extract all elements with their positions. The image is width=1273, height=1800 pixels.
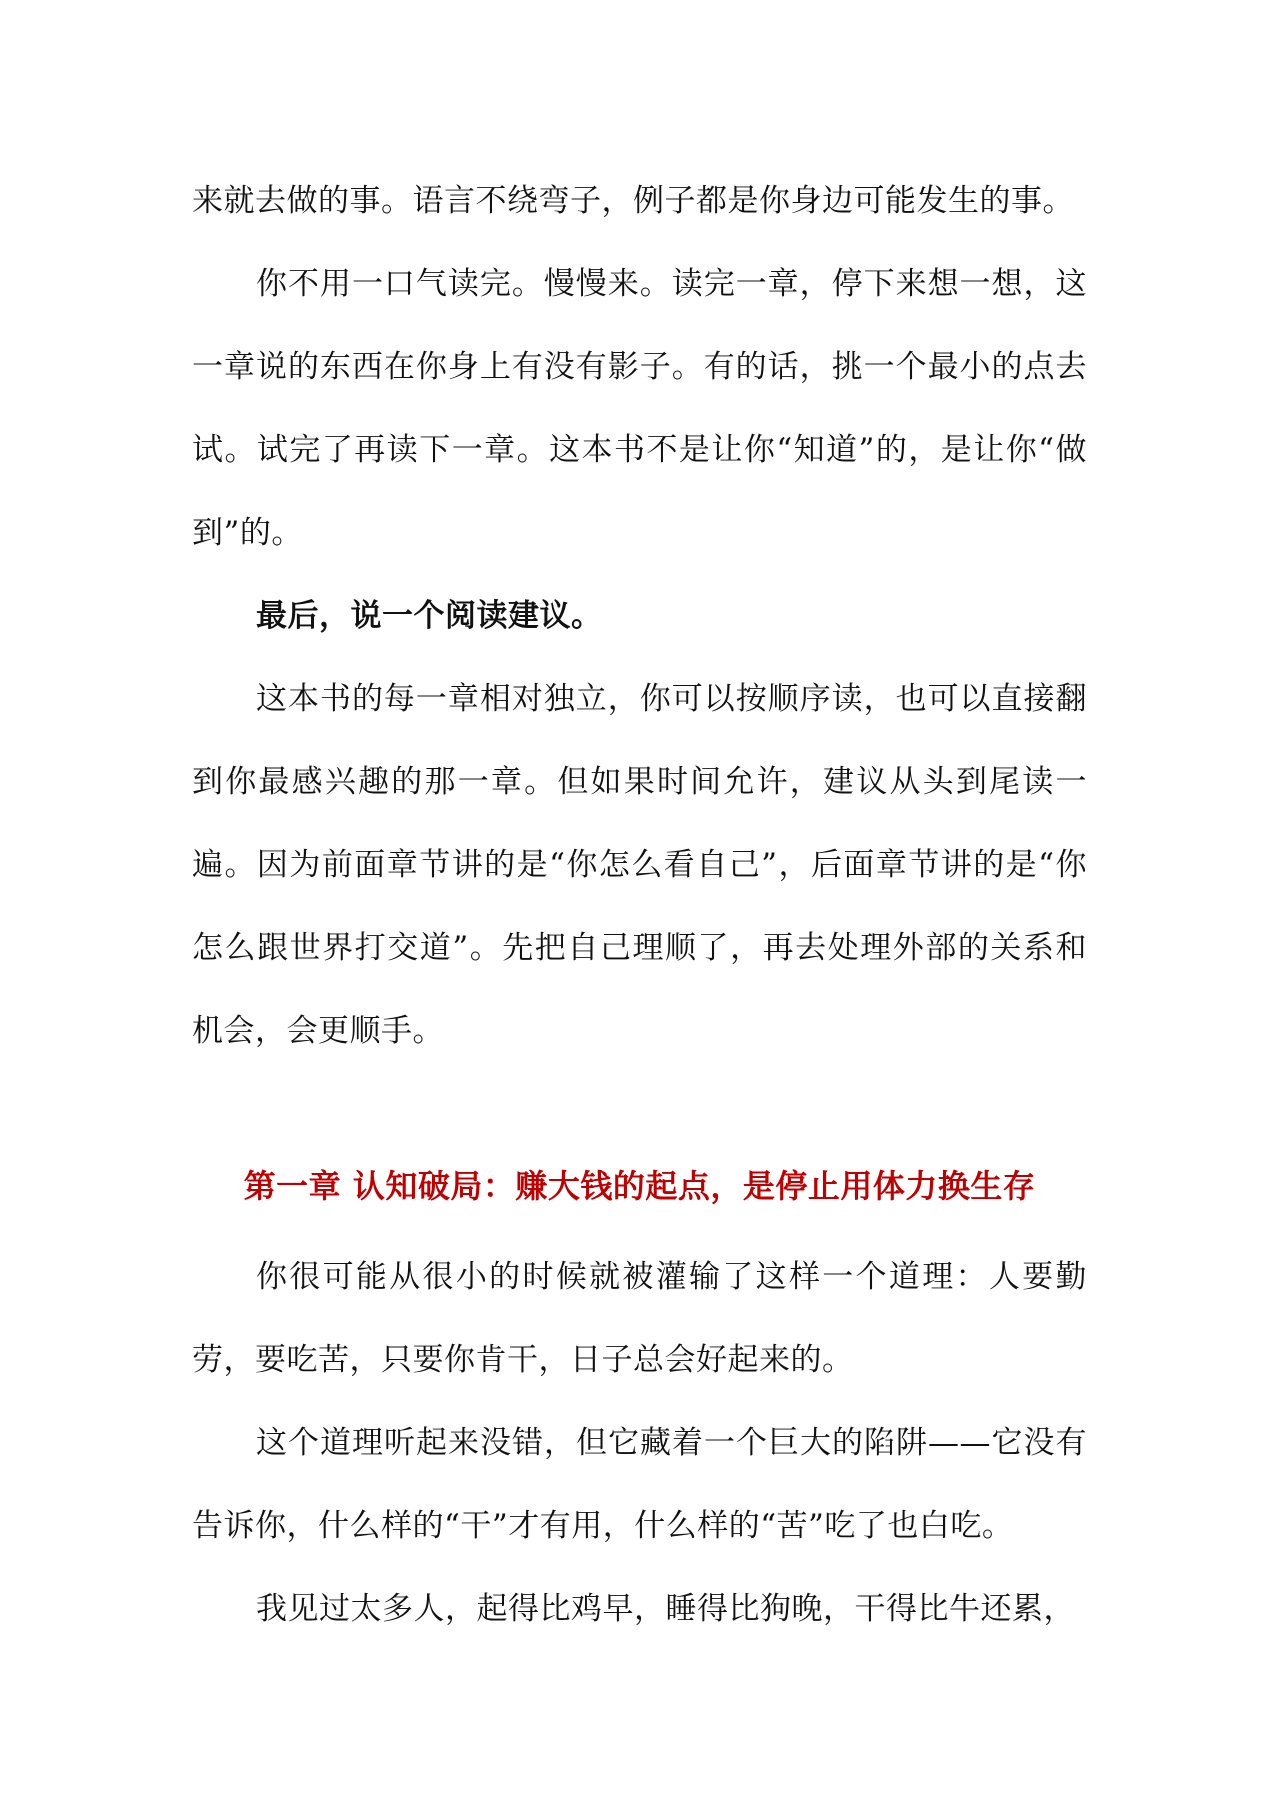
paragraph-hard-work-belief: 你很可能从很小的时候就被灌输了这样一个道理：人要勤劳，要吃苦，只要你肯干，日子总会好起来的。 [192,1259,1087,1378]
chapter-title: 第一章 认知破局：赚大钱的起点，是停止用体力换生存 [243,1167,1036,1205]
paragraph-hidden-trap: 这个道理听起来没错，但它藏着一个巨大的陷阱——它没有告诉你，什么样的“干”才有用，什么样的“苦”吃了也白吃。 [192,1425,1087,1544]
paragraph-continuation: 来就去做的事。语言不绕弯子，例子都是你身边可能发生的事。 [192,183,1074,219]
paragraph-reading-pace: 你不用一口气读完。慢慢来。读完一章，停下来想一想，这一章说的东西在你身上有没有影子。有的话，挑一个最小的点去试。试完了再读下一章。这本书不是让你“知道”的，是让你“做到”的。 [192,266,1087,551]
page-body [192,160,1087,1651]
paragraph-reading-advice-heading: 最后，说一个阅读建议。 [256,598,603,634]
paragraph-reading-advice: 这本书的每一章相对独立，你可以按顺序读，也可以直接翻到你最感兴趣的那一章。但如果时间允许，建议从头到尾读一遍。因为前面章节讲的是“你怎么看自己”，后面章节讲的是“你怎么跟世界打交道”。先把自己理顺了，再去处理外部的关系和机会，会更顺手。 [192,681,1087,1049]
paragraph-people-seen: 我见过太多人，起得比鸡早，睡得比狗晚，干得比牛还累， [256,1591,1075,1627]
